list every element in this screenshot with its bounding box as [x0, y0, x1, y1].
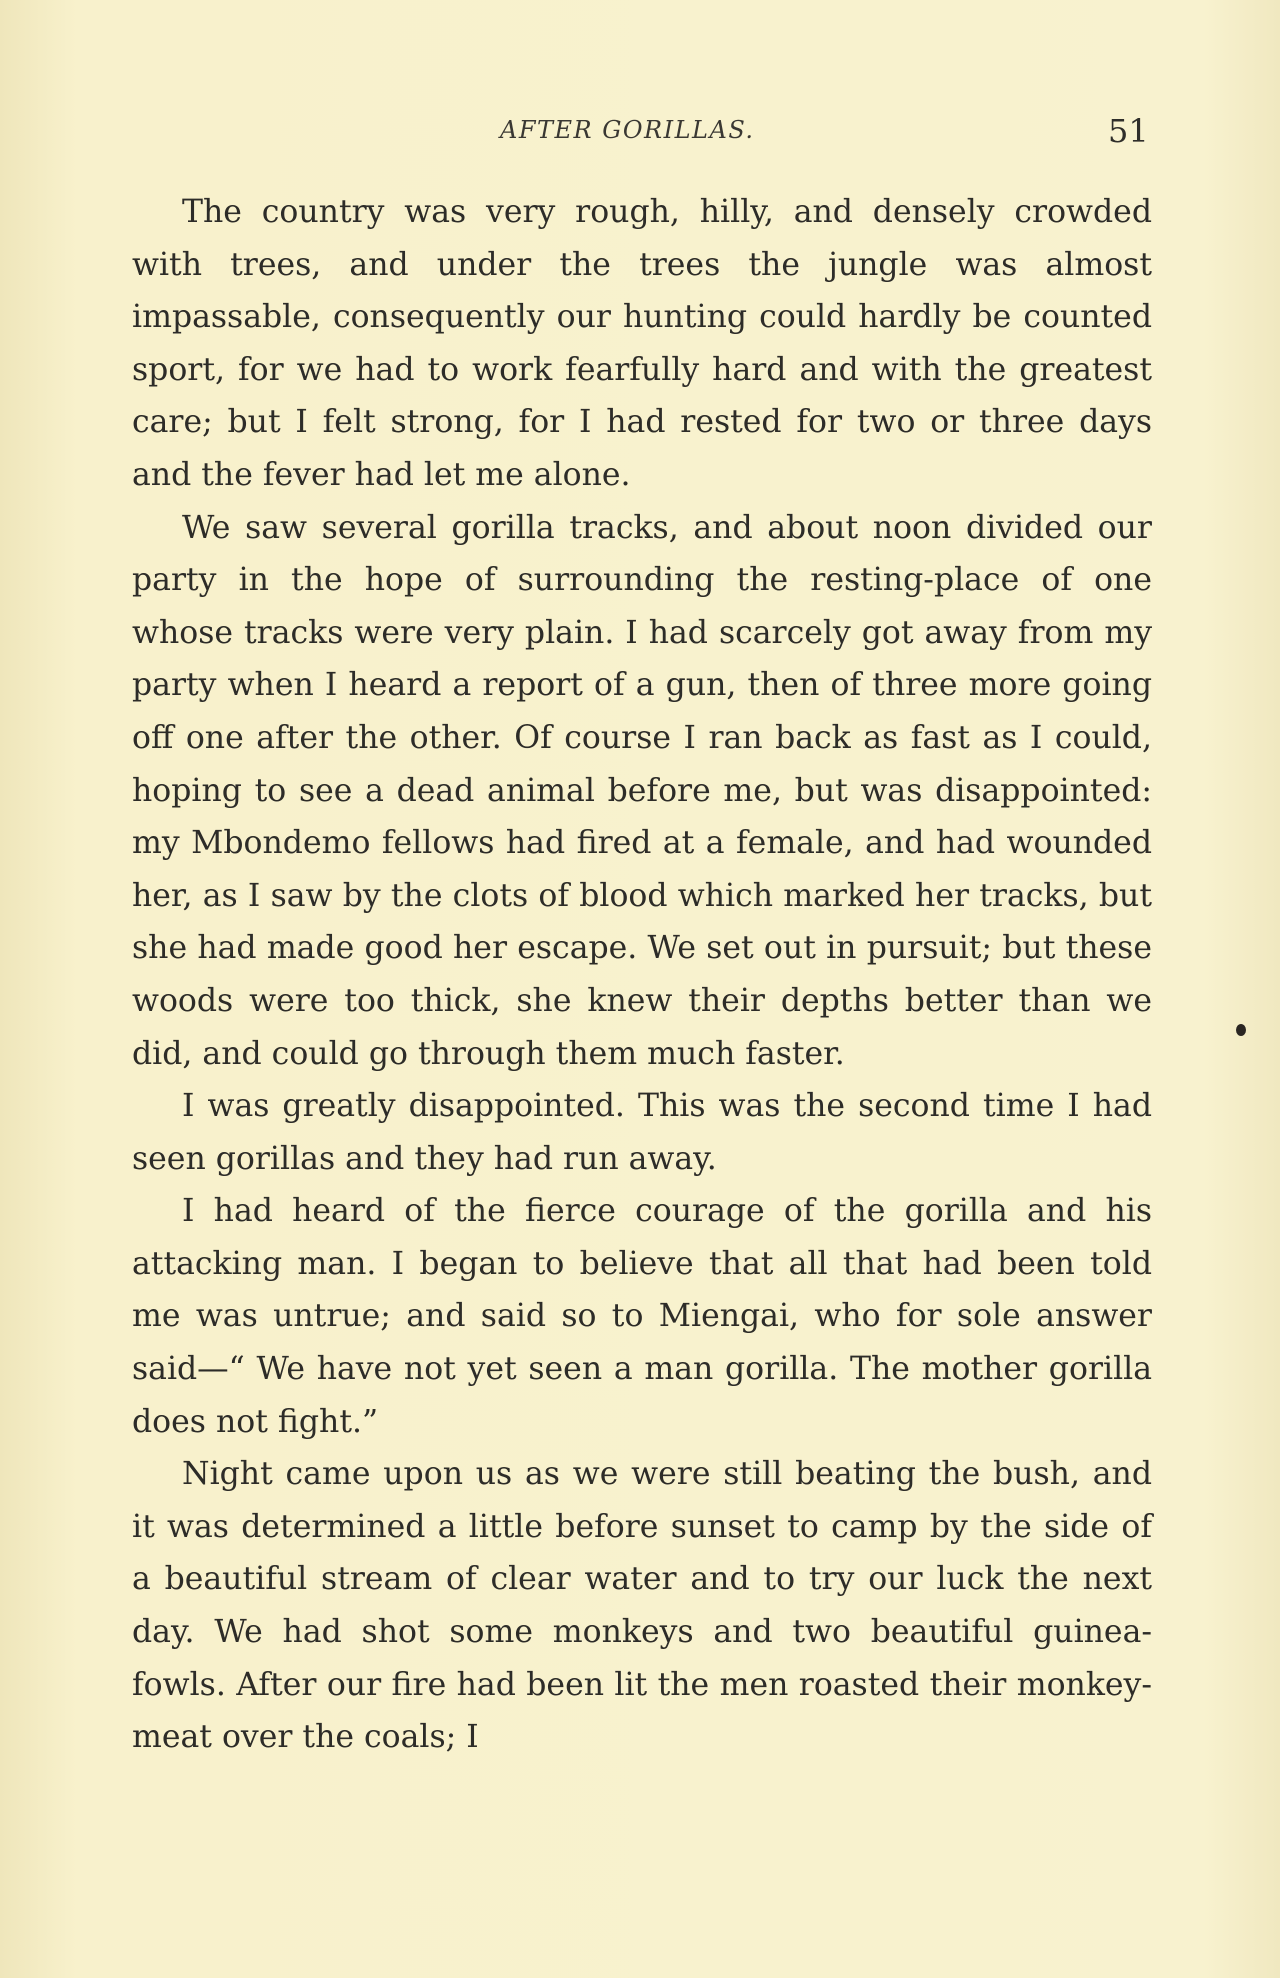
ink-speck	[1236, 1024, 1246, 1036]
paragraph-3: I was greatly disappointed. This was the second time I had seen gorillas and they had run away.	[132, 1088, 1152, 1177]
running-title: AFTER GORILLAS.	[500, 116, 755, 144]
paragraph-2: We saw several gorilla tracks, and about noon divided our party in the hope of surrounding the resting-place of one whose tracks were very plain. I had scarcely got away from my party when I heard a report of a gun, then of three more going off one after the other. Of course I ran back as fast as I could, hoping to see a dead animal before me, but was disappointed: my Mbondemo fellows had fired at a female, and had wounded her, as I saw by the clots of blood which marked her tracks, but she had made good her escape. We set out in pursuit; but these woods were too thick, she knew their depths better than we did, and could go through them much faster.	[132, 509, 1152, 1072]
paragraph-1: The country was very rough, hilly, and densely crowded with trees, and under the trees the jungle was almost impassable, consequently our hunting could hardly be counted sport, for we had to work fearfully hard and with the greatest care; but I felt strong, for I had rested for two or three days and the fever had let me alone.	[132, 194, 1152, 493]
running-head	[0, 112, 1280, 152]
page-number: 51	[1108, 112, 1149, 150]
paragraph-4: I had heard of the fierce courage of the gorilla and his attacking man. I began to believe that all that had been told me was untrue; and said so to Miengai, who for sole answer said—“ We have not yet seen a man gorilla. The mother gorilla does not fight.”	[132, 1193, 1152, 1440]
body-text	[132, 186, 1152, 1764]
paragraph-5: Night came upon us as we were still beating the bush, and it was determined a little before sunset to camp by the side of a beautiful stream of clear water and to try our luck the next day. We had shot some monkeys and two beautiful guinea-fowls. After our fire had been lit the men roasted their monkey-meat over the coals; I	[132, 1456, 1152, 1756]
